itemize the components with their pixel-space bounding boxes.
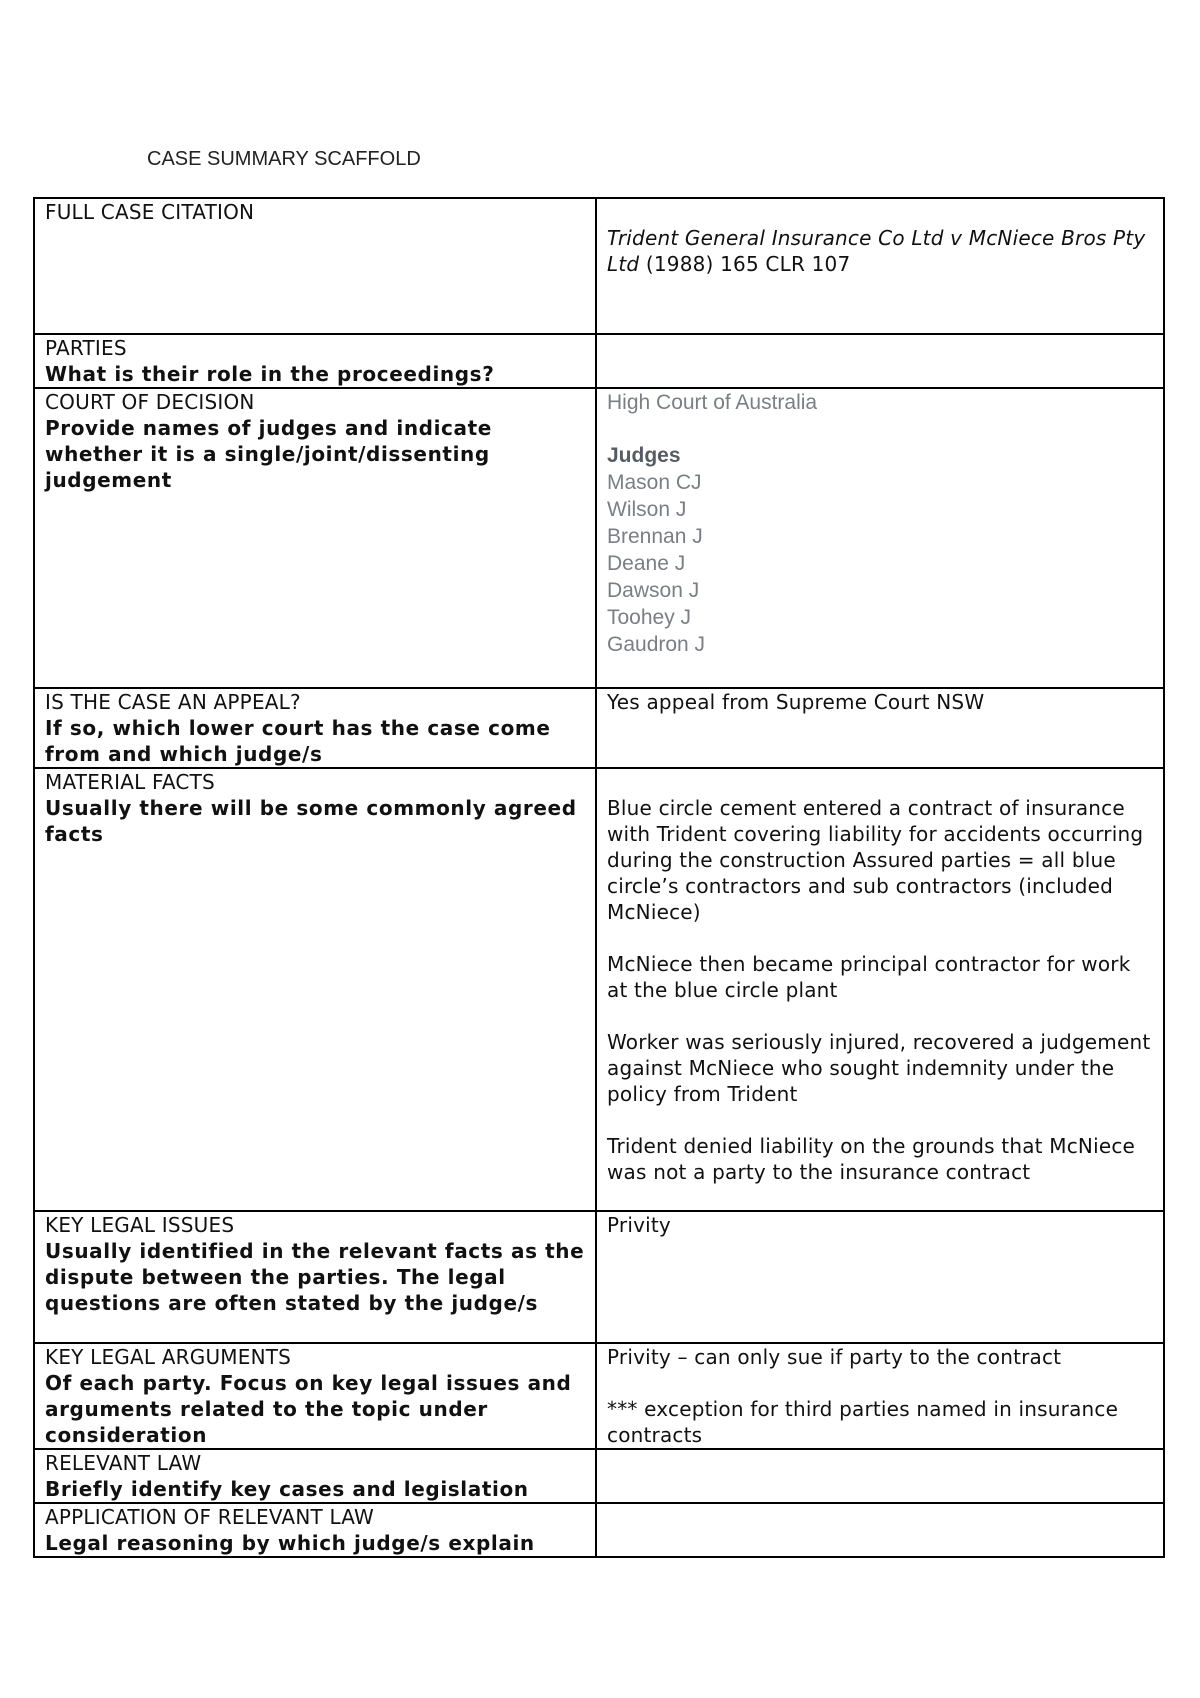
fact-paragraph: Worker was seriously injured, recovered a judgement against McNiece who sought indemnity under the policy from Trident	[607, 1030, 1151, 1106]
appeal-label-cell	[34, 688, 596, 768]
appeal-hint: If so, which lower court has the case come from and which judge/s	[45, 716, 551, 766]
judge-item: Brennan J	[607, 525, 703, 548]
document-title: CASE SUMMARY SCAFFOLD	[147, 148, 421, 170]
citation-text	[607, 225, 1153, 277]
law-answer-cell[interactable]	[596, 1449, 1164, 1503]
citation-label: FULL CASE CITATION	[45, 200, 255, 224]
row-arguments	[34, 1343, 1164, 1449]
arguments-label: KEY LEGAL ARGUMENTS	[45, 1345, 292, 1369]
application-answer-cell[interactable]	[596, 1503, 1164, 1557]
law-hint: Briefly identify key cases and legislation	[45, 1477, 529, 1501]
parties-label-cell	[34, 334, 596, 388]
appeal-answer-cell[interactable]	[596, 688, 1164, 768]
law-label: RELEVANT LAW	[45, 1451, 202, 1475]
application-label-cell	[34, 1503, 596, 1557]
judges-heading: Judges	[607, 444, 681, 467]
issues-label-cell	[34, 1211, 596, 1343]
court-hint: Provide names of judges and indicate whether it is a single/joint/dissenting judgement	[45, 416, 492, 492]
facts-hint: Usually there will be some commonly agreed facts	[45, 796, 577, 846]
row-parties	[34, 334, 1164, 388]
facts-answer-cell[interactable]	[596, 768, 1164, 1211]
application-hint: Legal reasoning by which judge/s explain	[45, 1531, 535, 1555]
judge-item: Wilson J	[607, 498, 687, 521]
court-label: COURT OF DECISION	[45, 390, 255, 414]
row-citation	[34, 198, 1164, 334]
case-name: Trident General Insurance Co Ltd v McNiece Bros Pty Ltd	[607, 226, 1146, 276]
arguments-hint: Of each party. Focus on key legal issues and arguments related to the topic under consideration	[45, 1371, 572, 1447]
row-appeal	[34, 688, 1164, 768]
judge-item: Mason CJ	[607, 471, 702, 494]
row-court	[34, 388, 1164, 688]
court-name: High Court of Australia	[607, 391, 818, 414]
facts-label: MATERIAL FACTS	[45, 770, 215, 794]
issues-answer: Privity	[607, 1213, 671, 1237]
court-answer-cell[interactable]	[596, 388, 1164, 688]
issues-hint: Usually identified in the relevant facts as the dispute between the parties. The legal questions are often stated by the judge/s	[45, 1239, 585, 1315]
fact-paragraph: McNiece then became principal contractor for work at the blue circle plant	[607, 952, 1131, 1002]
court-label-cell	[34, 388, 596, 688]
citation-answer-cell[interactable]	[596, 198, 1164, 334]
facts-label-cell	[34, 768, 596, 1211]
fact-paragraph: Blue circle cement entered a contract of insurance with Trident covering liability for accidents occurring during the construction Assured parties = all blue circle’s contractors and sub contractors (included McNiece)	[607, 796, 1144, 924]
judge-item: Toohey J	[607, 606, 692, 629]
row-issues	[34, 1211, 1164, 1343]
row-facts	[34, 768, 1164, 1211]
appeal-label: IS THE CASE AN APPEAL?	[45, 690, 301, 714]
issues-answer-cell[interactable]	[596, 1211, 1164, 1343]
law-label-cell	[34, 1449, 596, 1503]
appeal-answer: Yes appeal from Supreme Court NSW	[607, 690, 985, 714]
arguments-label-cell	[34, 1343, 596, 1449]
arguments-answer-cell[interactable]	[596, 1343, 1164, 1449]
row-application	[34, 1503, 1164, 1557]
judge-item: Deane J	[607, 552, 686, 575]
arguments-answer-2: *** exception for third parties named in insurance contracts	[607, 1397, 1119, 1447]
fact-paragraph: Trident denied liability on the grounds that McNiece was not a party to the insurance contract	[607, 1134, 1136, 1184]
judge-item: Dawson J	[607, 579, 700, 602]
row-law	[34, 1449, 1164, 1503]
citation-label-cell	[34, 198, 596, 334]
judge-item: Gaudron J	[607, 633, 706, 656]
parties-label: PARTIES	[45, 336, 127, 360]
parties-answer-cell[interactable]	[596, 334, 1164, 388]
arguments-answer-1: Privity – can only sue if party to the contract	[607, 1345, 1062, 1369]
parties-hint: What is their role in the proceedings?	[45, 362, 495, 386]
application-label: APPLICATION OF RELEVANT LAW	[45, 1505, 375, 1529]
case-summary-table	[33, 197, 1165, 1558]
case-reference: (1988) 165 CLR 107	[639, 252, 851, 276]
issues-label: KEY LEGAL ISSUES	[45, 1213, 235, 1237]
